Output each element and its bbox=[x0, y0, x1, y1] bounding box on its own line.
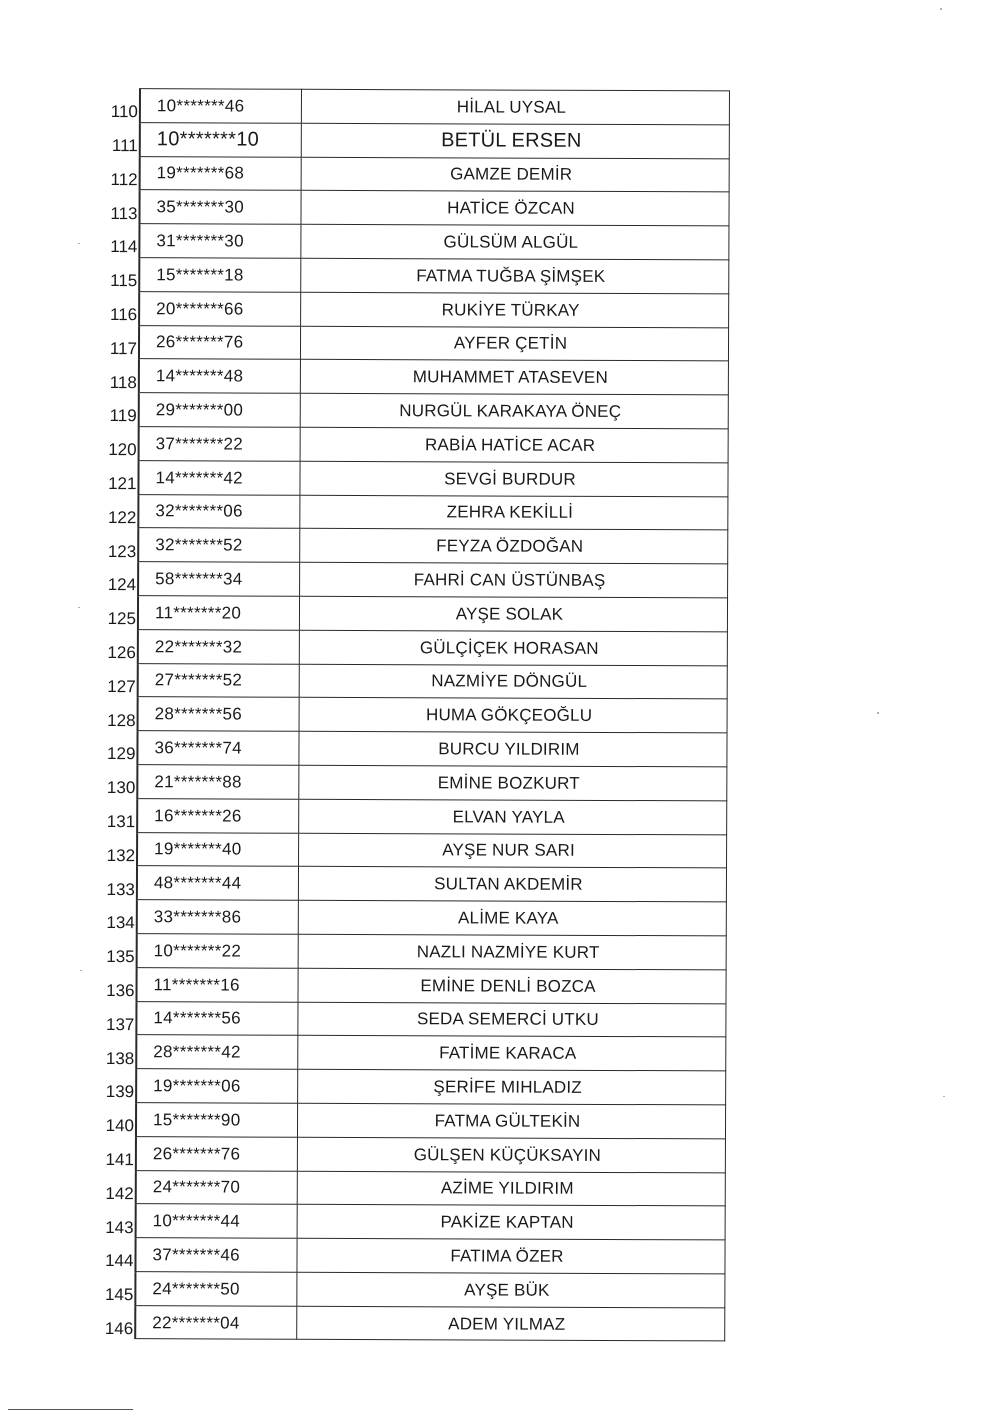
table-row bbox=[96, 1170, 726, 1206]
masked-id: 27*******52 bbox=[138, 663, 300, 697]
row-number: 125 bbox=[98, 595, 138, 629]
masked-id: 48*******44 bbox=[137, 866, 299, 900]
table-row bbox=[98, 562, 728, 598]
masked-id: 10*******44 bbox=[136, 1204, 298, 1238]
table-row bbox=[98, 595, 728, 631]
row-number: 121 bbox=[98, 460, 138, 494]
masked-id: 19*******68 bbox=[140, 156, 302, 190]
participant-list bbox=[95, 88, 730, 1342]
row-number: 117 bbox=[99, 325, 139, 359]
full-name: HUMA GÖKÇEOĞLU bbox=[299, 698, 727, 733]
masked-id: 31*******30 bbox=[139, 224, 301, 258]
full-name: ELVAN YAYLA bbox=[299, 799, 727, 834]
table-row bbox=[99, 393, 729, 429]
full-name: SEVGİ BURDUR bbox=[300, 461, 728, 496]
table-row bbox=[95, 1238, 725, 1274]
row-number: 114 bbox=[99, 224, 139, 258]
table-row bbox=[99, 426, 729, 462]
table-row bbox=[99, 325, 729, 361]
full-name: BURCU YILDIRIM bbox=[299, 731, 727, 766]
table-row bbox=[96, 967, 726, 1003]
masked-id: 16*******26 bbox=[137, 798, 299, 832]
table-row bbox=[97, 798, 727, 834]
masked-id: 32*******52 bbox=[138, 528, 300, 562]
row-number: 141 bbox=[96, 1136, 136, 1170]
row-number: 113 bbox=[99, 190, 139, 224]
masked-id: 26*******76 bbox=[139, 325, 301, 359]
row-number: 138 bbox=[96, 1035, 136, 1069]
table-row bbox=[99, 257, 729, 293]
table-row bbox=[99, 291, 729, 327]
full-name: FEYZA ÖZDOĞAN bbox=[300, 529, 728, 564]
scan-speck bbox=[78, 243, 80, 244]
row-number: 116 bbox=[99, 291, 139, 325]
full-name: ALİME KAYA bbox=[298, 900, 726, 935]
full-name: FATIMA ÖZER bbox=[297, 1238, 725, 1273]
full-name: EMİNE BOZKURT bbox=[299, 765, 727, 800]
row-number: 131 bbox=[97, 798, 137, 832]
row-number: 111 bbox=[100, 122, 140, 156]
masked-id: 10*******22 bbox=[137, 934, 299, 968]
row-number: 112 bbox=[100, 156, 140, 190]
table-row bbox=[96, 1136, 726, 1172]
row-number: 135 bbox=[97, 933, 137, 967]
scan-speck bbox=[80, 970, 82, 971]
row-number: 126 bbox=[98, 629, 138, 663]
table-row bbox=[96, 1204, 726, 1240]
table-row bbox=[100, 156, 730, 192]
table-row bbox=[95, 1305, 725, 1341]
masked-id: 22*******04 bbox=[135, 1305, 297, 1339]
masked-id: 26*******76 bbox=[136, 1136, 298, 1170]
masked-id: 14*******42 bbox=[138, 460, 300, 494]
table-row bbox=[97, 900, 727, 936]
scan-speck bbox=[940, 8, 942, 10]
masked-id: 19*******40 bbox=[137, 832, 299, 866]
full-name: GÜLÇİÇEK HORASAN bbox=[299, 630, 727, 665]
table-row bbox=[98, 494, 728, 530]
table-row bbox=[99, 190, 729, 226]
masked-id: 11*******20 bbox=[138, 596, 300, 630]
masked-id: 22*******32 bbox=[138, 629, 300, 663]
table-row bbox=[96, 1102, 726, 1138]
row-number: 144 bbox=[95, 1238, 135, 1272]
full-name: GÜLSÜM ALGÜL bbox=[301, 224, 729, 259]
masked-id: 28*******42 bbox=[136, 1035, 298, 1069]
table-row bbox=[95, 1271, 725, 1307]
masked-id: 20*******66 bbox=[139, 291, 301, 325]
table-row bbox=[99, 224, 729, 260]
full-name: NAZLI NAZMİYE KURT bbox=[298, 934, 726, 969]
row-number: 142 bbox=[96, 1170, 136, 1204]
row-number: 118 bbox=[99, 359, 139, 393]
row-number: 127 bbox=[98, 663, 138, 697]
row-number: 110 bbox=[100, 89, 140, 123]
row-number: 143 bbox=[96, 1204, 136, 1238]
row-number: 145 bbox=[95, 1271, 135, 1305]
row-number: 139 bbox=[96, 1069, 136, 1103]
full-name: PAKİZE KAPTAN bbox=[297, 1205, 725, 1240]
row-number: 122 bbox=[98, 494, 138, 528]
full-name: HATİCE ÖZCAN bbox=[301, 191, 729, 226]
masked-id: 33*******86 bbox=[137, 900, 299, 934]
table-row bbox=[100, 89, 730, 125]
full-name: AYŞE SOLAK bbox=[299, 596, 727, 631]
full-name: HİLAL UYSAL bbox=[301, 89, 729, 124]
row-number: 129 bbox=[97, 731, 137, 765]
masked-id: 11*******16 bbox=[136, 967, 298, 1001]
full-name: FATİME KARACA bbox=[298, 1036, 726, 1071]
row-number: 134 bbox=[97, 900, 137, 934]
row-number: 132 bbox=[97, 832, 137, 866]
footer-rule bbox=[8, 1409, 133, 1410]
masked-id: 29*******00 bbox=[139, 393, 301, 427]
table-row bbox=[98, 697, 728, 733]
full-name: ZEHRA KEKİLLİ bbox=[300, 495, 728, 530]
masked-id: 58*******34 bbox=[138, 562, 300, 596]
row-number: 115 bbox=[99, 257, 139, 291]
table-row bbox=[98, 629, 728, 665]
full-name: EMİNE DENLİ BOZCA bbox=[298, 968, 726, 1003]
row-number: 137 bbox=[96, 1001, 136, 1035]
row-number: 136 bbox=[96, 967, 136, 1001]
masked-id: 14*******48 bbox=[139, 359, 301, 393]
row-number: 124 bbox=[98, 562, 138, 596]
masked-id: 37*******22 bbox=[139, 427, 301, 461]
full-name: SEDA SEMERCİ UTKU bbox=[298, 1002, 726, 1037]
masked-id: 15*******90 bbox=[136, 1103, 298, 1137]
masked-id: 10*******46 bbox=[140, 89, 302, 123]
scan-speck bbox=[877, 712, 879, 714]
full-name: FATMA GÜLTEKİN bbox=[297, 1103, 725, 1138]
full-name: NURGÜL KARAKAYA ÖNEÇ bbox=[300, 393, 728, 428]
masked-id: 37*******46 bbox=[135, 1238, 297, 1272]
participant-table bbox=[95, 88, 730, 1342]
table-row bbox=[97, 933, 727, 969]
row-number: 119 bbox=[99, 393, 139, 427]
full-name: SULTAN AKDEMİR bbox=[298, 867, 726, 902]
table-row bbox=[99, 359, 729, 395]
full-name: MUHAMMET ATASEVEN bbox=[300, 360, 728, 395]
masked-id: 14*******56 bbox=[136, 1001, 298, 1035]
full-name: ŞERİFE MIHLADIZ bbox=[298, 1069, 726, 1104]
row-number: 140 bbox=[96, 1102, 136, 1136]
full-name: RABİA HATİCE ACAR bbox=[300, 427, 728, 462]
full-name: AZİME YILDIRIM bbox=[297, 1171, 725, 1206]
masked-id: 36*******74 bbox=[137, 731, 299, 765]
full-name: AYŞE BÜK bbox=[297, 1272, 725, 1307]
table-row bbox=[97, 866, 727, 902]
row-number: 123 bbox=[98, 528, 138, 562]
full-name: GAMZE DEMİR bbox=[301, 157, 729, 192]
full-name: FAHRİ CAN ÜSTÜNBAŞ bbox=[300, 562, 728, 597]
full-name: BETÜL ERSEN bbox=[301, 123, 729, 158]
table-row bbox=[98, 663, 728, 699]
full-name: FATMA TUĞBA ŞİMŞEK bbox=[301, 258, 729, 293]
table-row bbox=[98, 528, 728, 564]
full-name: NAZMİYE DÖNGÜL bbox=[299, 664, 727, 699]
masked-id: 24*******70 bbox=[136, 1170, 298, 1204]
full-name: ADEM YILMAZ bbox=[297, 1306, 725, 1341]
table-row bbox=[97, 731, 727, 767]
full-name: GÜLŞEN KÜÇÜKSAYIN bbox=[297, 1137, 725, 1172]
masked-id: 15*******18 bbox=[139, 258, 301, 292]
table-row bbox=[96, 1069, 726, 1105]
participant-table-body bbox=[95, 89, 729, 1342]
masked-id: 10*******10 bbox=[140, 122, 302, 156]
row-number: 146 bbox=[95, 1305, 135, 1339]
masked-id: 28*******56 bbox=[138, 697, 300, 731]
masked-id: 35*******30 bbox=[139, 190, 301, 224]
row-number: 120 bbox=[99, 426, 139, 460]
table-row bbox=[96, 1001, 726, 1037]
masked-id: 32*******06 bbox=[138, 494, 300, 528]
table-row bbox=[97, 832, 727, 868]
row-number: 128 bbox=[98, 697, 138, 731]
full-name: AYŞE NUR SARI bbox=[299, 833, 727, 868]
table-row bbox=[98, 460, 728, 496]
masked-id: 19*******06 bbox=[136, 1069, 298, 1103]
row-number: 130 bbox=[97, 764, 137, 798]
table-row bbox=[97, 764, 727, 800]
full-name: RUKİYE TÜRKAY bbox=[301, 292, 729, 327]
masked-id: 21*******88 bbox=[137, 765, 299, 799]
full-name: AYFER ÇETİN bbox=[300, 326, 728, 361]
masked-id: 24*******50 bbox=[135, 1272, 297, 1306]
scan-speck bbox=[78, 607, 80, 608]
scan-speck bbox=[943, 1096, 945, 1097]
table-row bbox=[100, 122, 730, 158]
row-number: 133 bbox=[97, 866, 137, 900]
table-row bbox=[96, 1035, 726, 1071]
